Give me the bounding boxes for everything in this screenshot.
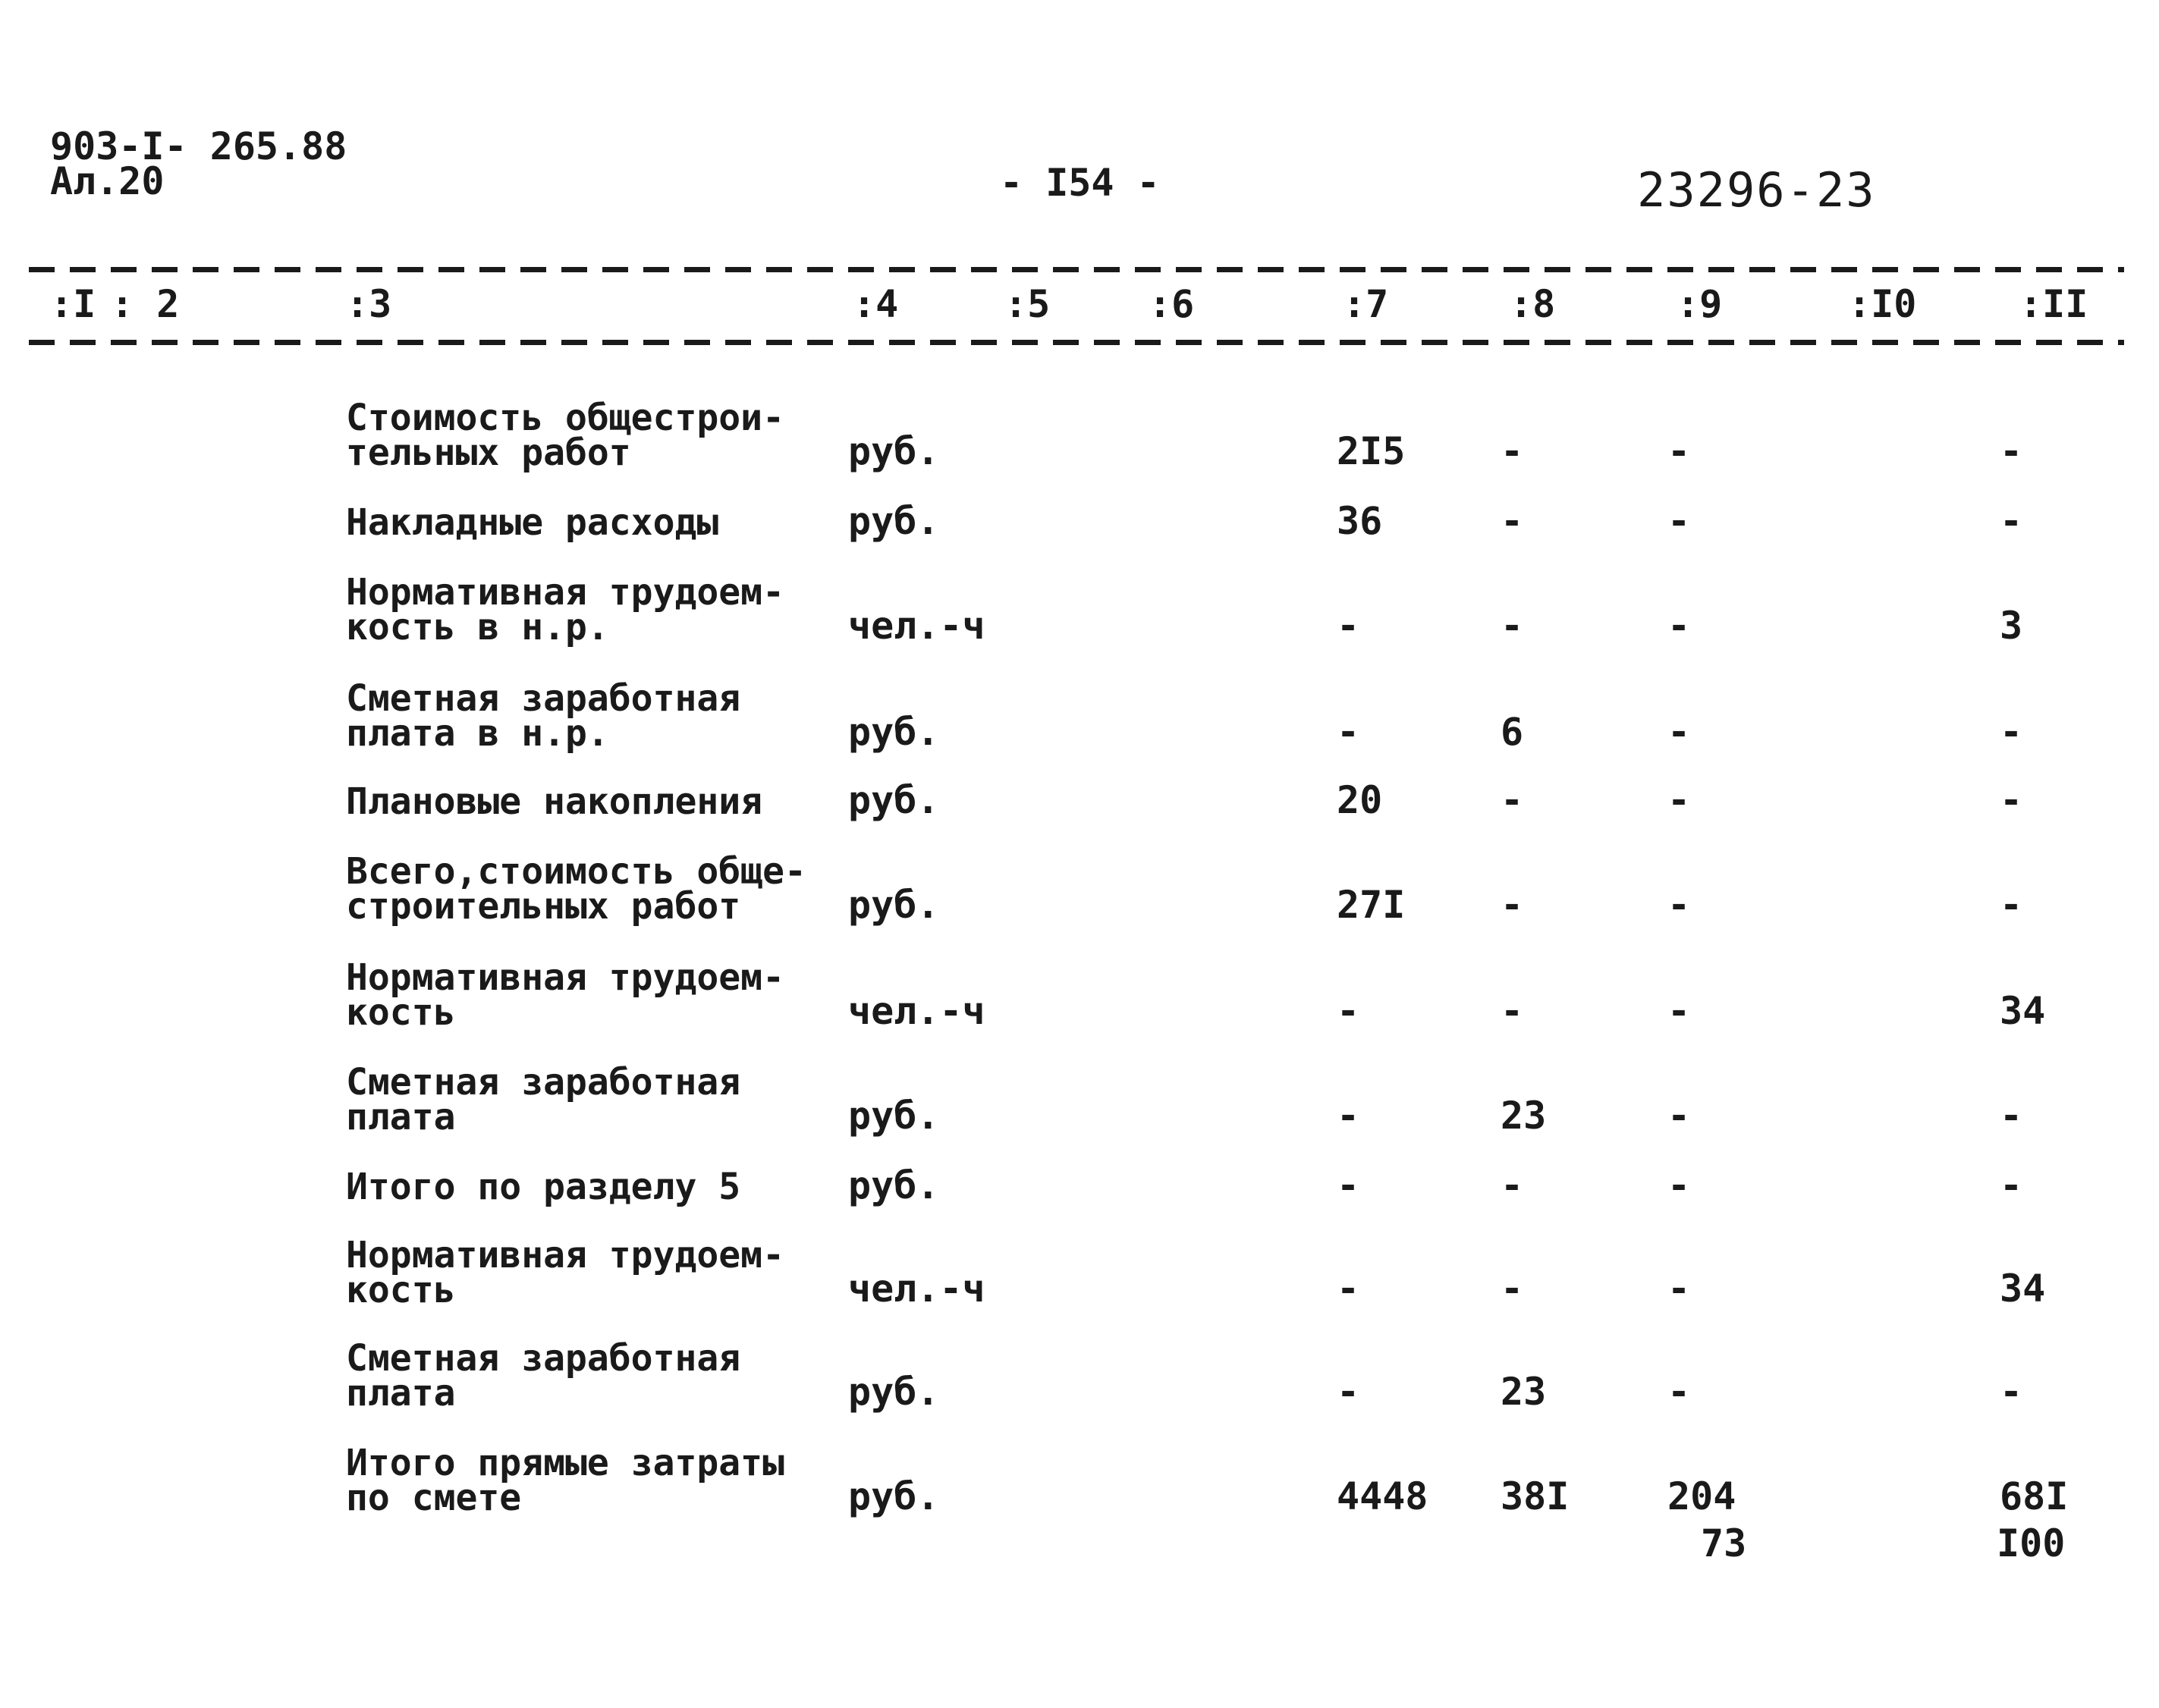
row-value-col9: - bbox=[1667, 1094, 1691, 1138]
row-value-col7: 27I bbox=[1337, 883, 1406, 927]
column-9-label: :9 bbox=[1677, 282, 1723, 326]
page-number: - I54 - bbox=[1000, 161, 1160, 205]
row-value-col8: - bbox=[1501, 1267, 1524, 1311]
row-value-col9: - bbox=[1667, 499, 1691, 543]
row-value-col8: 23 bbox=[1501, 1094, 1547, 1138]
row-value-col9: - bbox=[1667, 429, 1691, 473]
row-value-col11: - bbox=[2000, 1163, 2023, 1207]
row-value-col8: - bbox=[1501, 778, 1524, 822]
row-value-col8: - bbox=[1501, 1163, 1524, 1207]
row-value-col7: - bbox=[1337, 989, 1360, 1033]
row-value-col11: 3 bbox=[2000, 604, 2023, 648]
row-value-col9: - bbox=[1667, 604, 1691, 648]
row-value-col8: - bbox=[1501, 989, 1524, 1033]
row-value-col11: - bbox=[2000, 883, 2023, 927]
column-7-label: :7 bbox=[1343, 282, 1389, 326]
row-value-col8: 6 bbox=[1501, 710, 1524, 754]
row-value-col9: 204 bbox=[1667, 1474, 1736, 1518]
row-description: Итого по разделу 5 bbox=[346, 1166, 741, 1208]
total-sub-value-col11: I00 bbox=[1997, 1521, 2066, 1565]
row-value-col11: 34 bbox=[2000, 1267, 2046, 1311]
row-value-col9: - bbox=[1667, 989, 1691, 1033]
row-value-col11: 34 bbox=[2000, 989, 2046, 1033]
row-value-col11: - bbox=[2000, 778, 2023, 822]
column-8-label: :8 bbox=[1510, 282, 1556, 326]
row-value-col7: - bbox=[1337, 1370, 1360, 1414]
row-unit: руб. bbox=[848, 1474, 940, 1518]
row-value-col7: 4448 bbox=[1337, 1474, 1428, 1518]
row-value-col7: 36 bbox=[1337, 499, 1383, 543]
column-5-label: :5 bbox=[1004, 282, 1051, 326]
column-2-label: : 2 bbox=[111, 282, 180, 326]
column-4-label: :4 bbox=[853, 282, 899, 326]
column-1-label: :I bbox=[50, 282, 96, 326]
row-value-col11: - bbox=[2000, 499, 2023, 543]
row-value-col11: 68I bbox=[2000, 1474, 2069, 1518]
row-description: Нормативная трудоем- кость в н.р. bbox=[346, 571, 784, 648]
row-value-col7: - bbox=[1337, 1094, 1360, 1138]
column-10-label: :I0 bbox=[1848, 282, 1917, 326]
row-value-col7: - bbox=[1337, 1163, 1360, 1207]
row-unit: чел.-ч bbox=[848, 989, 985, 1033]
row-value-col9: - bbox=[1667, 710, 1691, 754]
row-value-col8: - bbox=[1501, 499, 1524, 543]
row-description: Нормативная трудоем- кость bbox=[346, 956, 784, 1034]
column-3-label: :3 bbox=[346, 282, 392, 326]
row-unit: руб. bbox=[848, 778, 940, 822]
row-value-col8: - bbox=[1501, 429, 1524, 473]
row-description: Стоимость общестрои- тельных работ bbox=[346, 397, 784, 474]
row-value-col7: 20 bbox=[1337, 778, 1383, 822]
sheet-label: Ал.20 bbox=[50, 159, 165, 203]
row-description: Сметная заработная плата в н.р. bbox=[346, 677, 741, 755]
row-value-col11: - bbox=[2000, 710, 2023, 754]
document-code: 903-I- 265.88 bbox=[50, 124, 347, 168]
row-unit: руб. bbox=[848, 499, 940, 543]
row-value-col9: - bbox=[1667, 1370, 1691, 1414]
row-unit: руб. bbox=[848, 1094, 940, 1138]
row-unit: руб. bbox=[848, 1370, 940, 1414]
row-unit: чел.-ч bbox=[848, 1267, 985, 1311]
document-number: 23296-23 bbox=[1637, 162, 1876, 218]
row-value-col9: - bbox=[1667, 1267, 1691, 1311]
row-unit: руб. bbox=[848, 883, 940, 927]
row-value-col8: - bbox=[1501, 604, 1524, 648]
row-value-col7: 2I5 bbox=[1337, 429, 1406, 473]
row-description: Сметная заработная плата bbox=[346, 1061, 741, 1138]
row-description: Накладные расходы bbox=[346, 501, 719, 544]
column-6-label: :6 bbox=[1149, 282, 1195, 326]
row-value-col9: - bbox=[1667, 883, 1691, 927]
row-value-col8: 38I bbox=[1501, 1474, 1570, 1518]
row-value-col7: - bbox=[1337, 710, 1360, 754]
row-unit: руб. bbox=[848, 1163, 940, 1207]
row-value-col11: - bbox=[2000, 1094, 2023, 1138]
row-description: Всего,стоимость обще- строительных работ bbox=[346, 850, 806, 928]
row-value-col11: - bbox=[2000, 1370, 2023, 1414]
row-unit: чел.-ч bbox=[848, 604, 985, 648]
row-description: Нормативная трудоем- кость bbox=[346, 1234, 784, 1311]
row-description: Плановые накопления bbox=[346, 780, 763, 823]
column-11-label: :II bbox=[2019, 282, 2088, 326]
row-unit: руб. bbox=[848, 429, 940, 473]
row-value-col8: 23 bbox=[1501, 1370, 1547, 1414]
row-description: Сметная заработная плата bbox=[346, 1337, 741, 1414]
total-sub-value-col9: 73 bbox=[1701, 1521, 1747, 1565]
row-description: Итого прямые затраты по смете bbox=[346, 1442, 784, 1519]
row-value-col9: - bbox=[1667, 1163, 1691, 1207]
row-value-col7: - bbox=[1337, 1267, 1360, 1311]
row-value-col11: - bbox=[2000, 429, 2023, 473]
row-value-col7: - bbox=[1337, 604, 1360, 648]
row-unit: руб. bbox=[848, 710, 940, 754]
row-value-col9: - bbox=[1667, 778, 1691, 822]
row-value-col8: - bbox=[1501, 883, 1524, 927]
